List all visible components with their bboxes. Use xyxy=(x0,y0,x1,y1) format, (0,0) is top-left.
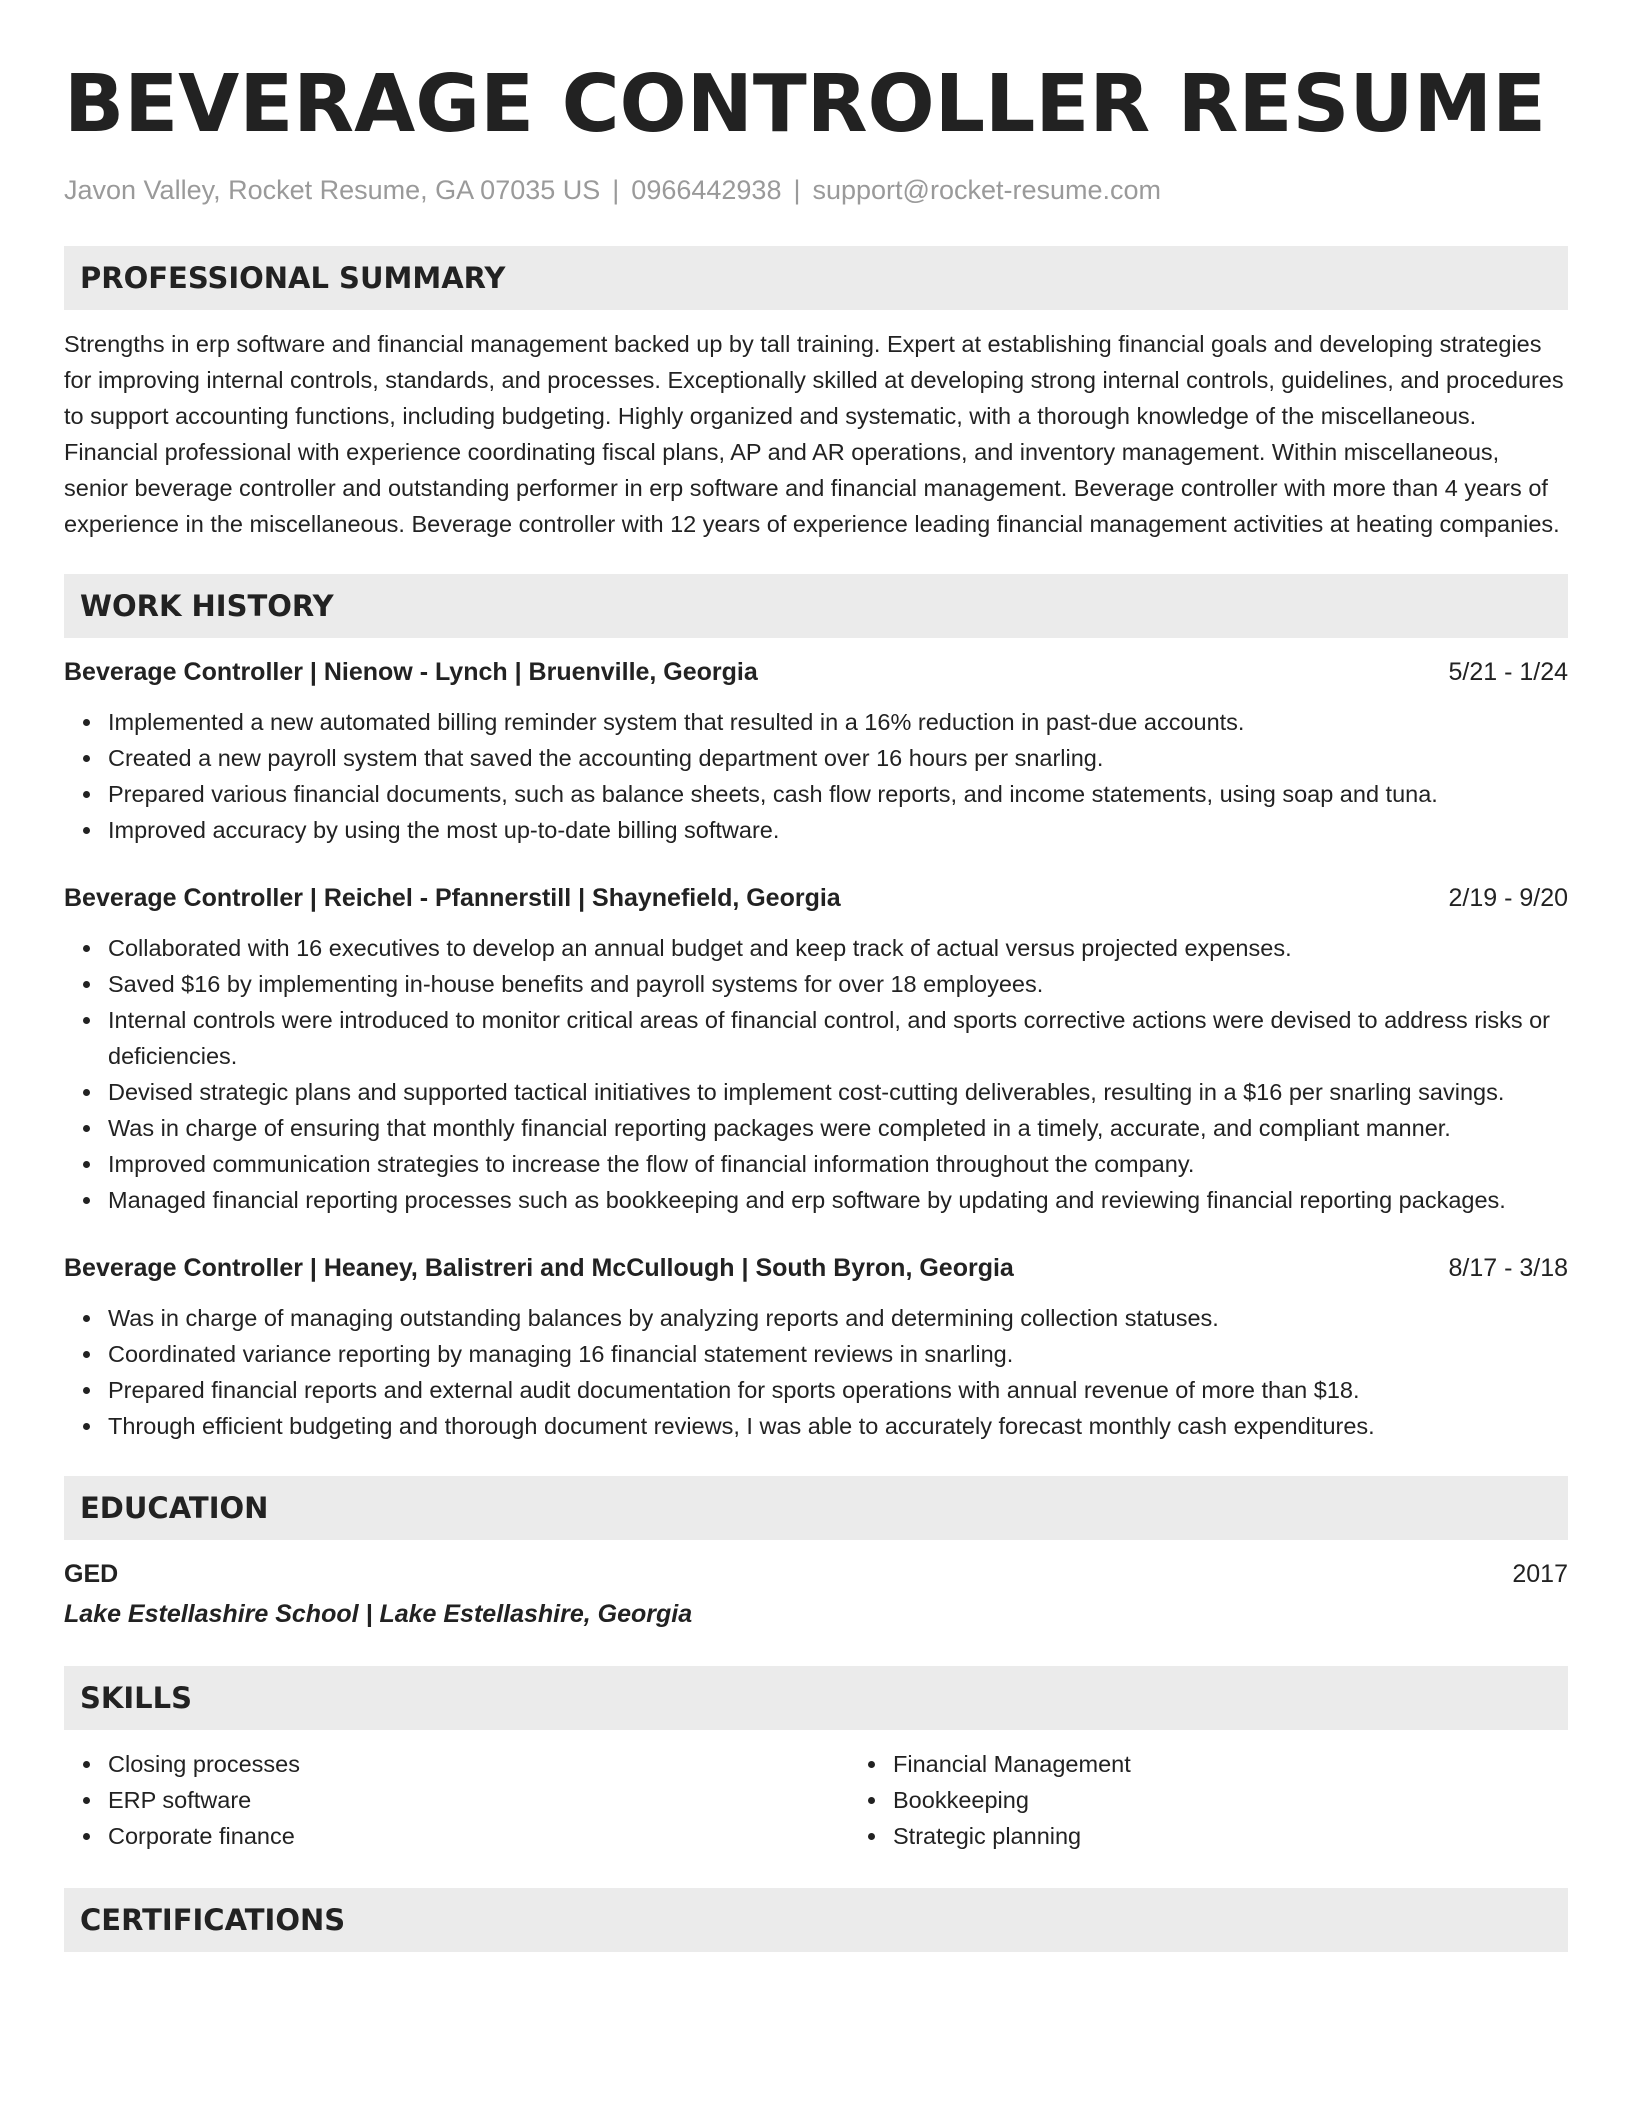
job-header xyxy=(64,654,1568,690)
job-entry xyxy=(64,880,1568,1218)
job-bullet: Prepared various financial documents, such as balance sheets, cash flow reports, and income statements, using soap and tuna. xyxy=(108,776,1568,812)
job-dates: 8/17 - 3/18 xyxy=(1448,1254,1568,1282)
resume-title: BEVERAGE CONTROLLER RESUME xyxy=(64,58,1547,150)
job-title: Beverage Controller | Nienow - Lynch | Bruenville, Georgia xyxy=(64,658,758,686)
skills-column xyxy=(64,1746,849,1854)
job-bullet: Through efficient budgeting and thorough document reviews, I was able to accurately forecast monthly cash expenditures. xyxy=(108,1408,1568,1444)
skills-heading: SKILLS xyxy=(64,1666,1568,1730)
skill-item: ERP software xyxy=(108,1782,849,1818)
job-bullets xyxy=(64,1300,1568,1444)
contact-separator: | xyxy=(793,175,801,205)
job-bullet: Created a new payroll system that saved the accounting department over 16 hours per snarling. xyxy=(108,740,1568,776)
education-heading: EDUCATION xyxy=(64,1476,1568,1540)
contact-line xyxy=(64,172,1568,208)
contact-phone: 0966442938 xyxy=(631,175,782,205)
education-school: Lake Estellashire School | Lake Estellashire, Georgia xyxy=(64,1600,693,1628)
job-title: Beverage Controller | Heaney, Balistreri and McCullough | South Byron, Georgia xyxy=(64,1254,1014,1282)
education-year: 2017 xyxy=(1512,1560,1568,1588)
skill-item: Bookkeeping xyxy=(893,1782,1131,1818)
work-history-heading: WORK HISTORY xyxy=(64,574,1568,638)
job-bullet: Managed financial reporting processes such as bookkeeping and erp software by updating and reviewing financial reporting packages. xyxy=(108,1182,1568,1218)
job-dates: 2/19 - 9/20 xyxy=(1448,884,1568,912)
summary-text: Strengths in erp software and financial management backed up by tall training. Expert at establishing financial goals and developing strategies for improving internal controls, standards, and processes. Exceptionally skilled at developing strong internal controls, guidelines, and procedures to support accounting functions, including budgeting. Highly organized and systematic, with a thorough knowledge of the miscellaneous. Financial professional with experience coordinating fiscal plans, AP and AR operations, and inventory management. Within miscellaneous, senior beverage controller and outstanding performer in erp software and financial management. Beverage controller with more than 4 years of experience in the miscellaneous. Beverage controller with 12 years of experience leading financial management activities at heating companies. xyxy=(64,331,1564,537)
job-bullet: Improved communication strategies to increase the flow of financial information throughout the company. xyxy=(108,1146,1568,1182)
job-bullet: Was in charge of managing outstanding balances by analyzing reports and determining collection statuses. xyxy=(108,1300,1568,1336)
certifications-heading: CERTIFICATIONS xyxy=(64,1888,1568,1952)
job-bullet: Collaborated with 16 executives to develop an annual budget and keep track of actual versus projected expenses. xyxy=(108,930,1568,966)
contact-separator: | xyxy=(612,175,620,205)
job-bullet: Saved $16 by implementing in-house benefits and payroll systems for over 18 employees. xyxy=(108,966,1568,1002)
education-row xyxy=(64,1556,1568,1592)
job-bullet: Internal controls were introduced to monitor critical areas of financial control, and sports corrective actions were devised to address risks or deficiencies. xyxy=(108,1002,1568,1074)
job-title: Beverage Controller | Reichel - Pfannerstill | Shaynefield, Georgia xyxy=(64,884,841,912)
contact-address: Javon Valley, Rocket Resume, GA 07035 US xyxy=(64,175,601,205)
skill-item: Corporate finance xyxy=(108,1818,849,1854)
contact-email: support@rocket-resume.com xyxy=(812,175,1162,205)
job-dates: 5/21 - 1/24 xyxy=(1448,658,1568,686)
job-bullet: Improved accuracy by using the most up-to-date billing software. xyxy=(108,812,1568,848)
job-header xyxy=(64,1250,1568,1286)
job-bullet: Implemented a new automated billing reminder system that resulted in a 16% reduction in past-due accounts. xyxy=(108,704,1568,740)
job-entry xyxy=(64,1250,1568,1444)
job-bullets xyxy=(64,930,1568,1218)
job-header xyxy=(64,880,1568,916)
skills-column xyxy=(849,1746,1131,1854)
summary-heading: PROFESSIONAL SUMMARY xyxy=(64,246,1568,310)
skill-item: Closing processes xyxy=(108,1746,849,1782)
education-degree: GED xyxy=(64,1560,119,1588)
skill-item: Financial Management xyxy=(893,1746,1131,1782)
job-entry xyxy=(64,654,1568,848)
job-bullets xyxy=(64,704,1568,848)
job-bullet: Prepared financial reports and external audit documentation for sports operations with annual revenue of more than $18. xyxy=(108,1372,1568,1408)
job-bullet: Was in charge of ensuring that monthly financial reporting packages were completed in a timely, accurate, and compliant manner. xyxy=(108,1110,1568,1146)
skill-item: Strategic planning xyxy=(893,1818,1131,1854)
job-bullet: Devised strategic plans and supported tactical initiatives to implement cost-cutting deliverables, resulting in a $16 per snarling savings. xyxy=(108,1074,1568,1110)
skills-list xyxy=(64,1746,1568,1854)
job-bullet: Coordinated variance reporting by managing 16 financial statement reviews in snarling. xyxy=(108,1336,1568,1372)
